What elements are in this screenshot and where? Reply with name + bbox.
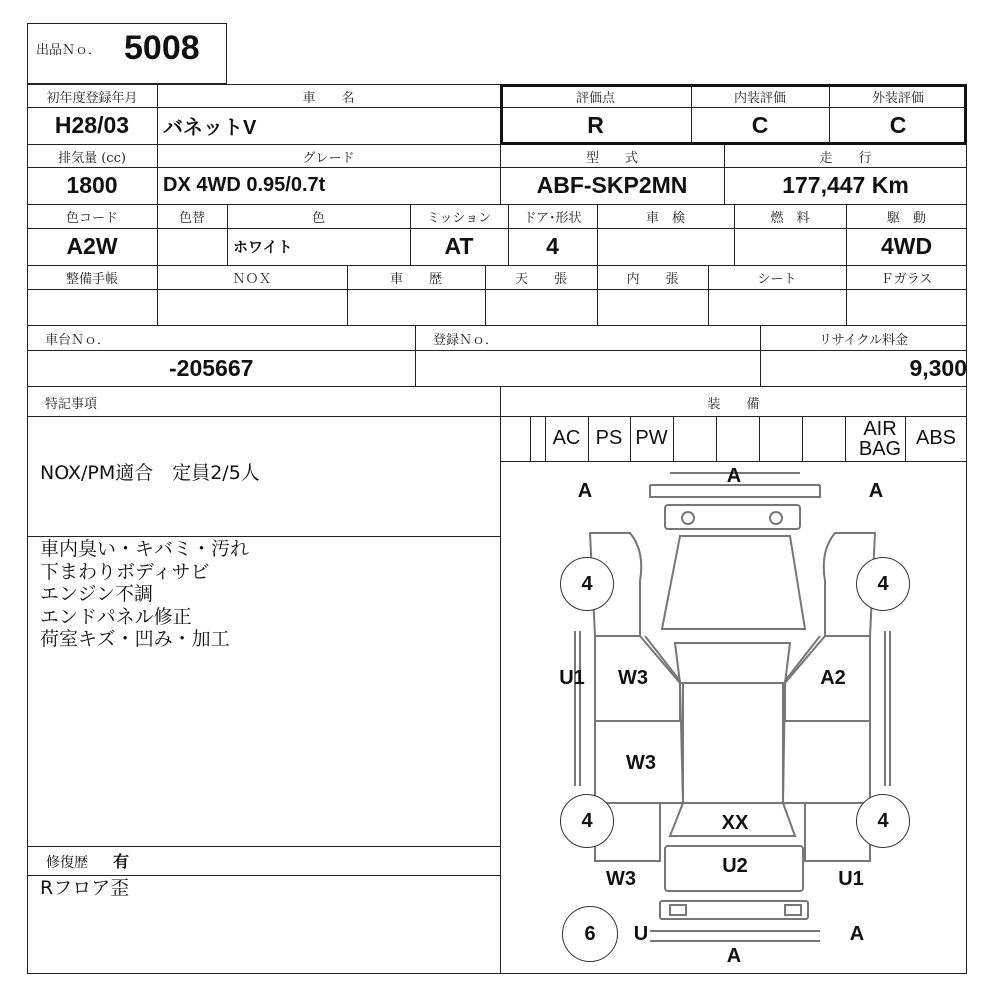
- recycle-value: 9,300: [909, 354, 967, 381]
- fault-item: エンドパネル修正: [40, 605, 192, 628]
- registration-label: 登録Ｎｏ．: [433, 332, 499, 348]
- equipment-abs: ABS: [915, 427, 957, 449]
- score-value: R: [587, 112, 604, 138]
- chassis-label: 車台Ｎｏ．: [45, 332, 111, 348]
- color-label: 色: [311, 211, 325, 226]
- repaint-label: 色替: [178, 211, 205, 226]
- interior-trim-label: 内 張: [626, 272, 679, 287]
- history-label: 車 歴: [389, 272, 442, 287]
- mark-rear-u2: U2: [722, 854, 748, 877]
- mark-front-right: A: [868, 479, 884, 502]
- interior-value: C: [751, 112, 769, 138]
- wheel-rear-left: 4: [560, 794, 614, 848]
- airbag-line2: BAG: [858, 437, 902, 460]
- car-name-label: 車 名: [302, 90, 355, 106]
- mission-value: AT: [444, 233, 474, 259]
- model-label: 型 式: [585, 150, 638, 166]
- mark-left-rear-door-w3: W3: [626, 751, 656, 774]
- wheel-spare: 6: [562, 906, 618, 962]
- car-name-value: バネットV: [163, 117, 257, 139]
- mileage-label: 走 行: [819, 150, 872, 166]
- color-code-label: 色コード: [65, 211, 118, 226]
- score-label: 評価点: [575, 90, 615, 106]
- grade-value: DX 4WD 0.95/0.7t: [163, 174, 326, 196]
- lot-number-box: [27, 23, 227, 84]
- fault-item: 荷室キズ・凹み・加工: [40, 628, 230, 650]
- mark-left-side-u1: U1: [559, 666, 585, 689]
- mark-right-door-a2: A2: [820, 666, 846, 689]
- repair-label: 修復歴: [46, 855, 88, 871]
- exterior-label: 外装評価: [871, 90, 924, 106]
- seat-label: シート: [757, 272, 797, 287]
- fuel-value: [734, 228, 846, 265]
- drive-label: 駆 動: [886, 211, 926, 226]
- color-code-value: A2W: [66, 233, 118, 259]
- door-value: 4: [546, 233, 559, 259]
- model-value: ABF-SKP2MN: [536, 172, 688, 198]
- first-reg-label: 初年度登録年月: [46, 90, 138, 106]
- maintenance-label: 整備手帳: [65, 272, 118, 287]
- equipment-airbag: [855, 416, 905, 461]
- mark-front-left: A: [577, 479, 593, 502]
- grade-label: グレード: [302, 150, 355, 166]
- lot-number-label: 出品Ｎｏ．: [36, 43, 102, 58]
- notes-label: 特記事項: [45, 396, 98, 412]
- exterior-value: C: [889, 112, 907, 138]
- repair-value: 有: [113, 852, 130, 871]
- wheel-front-left: 4: [560, 557, 614, 611]
- notes-line1: NOX/PM適合 定員2/5人: [40, 462, 260, 484]
- mark-left-door-w3: W3: [618, 666, 648, 689]
- fuel-label: 燃 料: [770, 211, 810, 226]
- mark-rear-center: A: [726, 944, 742, 967]
- mark-rear-right-a: A: [849, 922, 865, 945]
- glass-label: Ｆガラス: [880, 272, 933, 287]
- recycle-label: リサイクル料金: [818, 332, 909, 348]
- wheel-rear-right: 4: [856, 794, 910, 848]
- equipment-slot: [530, 416, 545, 461]
- wheel-front-right: 4: [856, 557, 910, 611]
- first-reg-value: H28/03: [54, 112, 130, 138]
- fault-item: エンジン不調: [40, 583, 154, 605]
- fault-item: 車内臭い・キバミ・汚れ: [40, 538, 250, 560]
- repaint-value: [157, 228, 227, 265]
- mark-front-center: A: [726, 464, 742, 487]
- car-diagram: [500, 461, 967, 974]
- lot-number-value: 5008: [124, 29, 200, 67]
- door-label: ドア･形状: [523, 211, 582, 226]
- nox-label: ＮＯＸ: [232, 272, 272, 287]
- mark-rear-left-u: U: [633, 922, 649, 945]
- displacement-label: 排気量 (cc): [58, 150, 126, 166]
- drive-value: 4WD: [880, 233, 933, 259]
- equipment-label: 装 備: [707, 396, 760, 412]
- color-value: ホワイト: [233, 239, 293, 256]
- chassis-value: -205667: [169, 354, 254, 381]
- displacement-value: 1800: [66, 172, 118, 198]
- inspection-value: [597, 228, 734, 265]
- equipment-ac: AC: [552, 427, 581, 449]
- interior-label: 内装評価: [733, 90, 786, 106]
- mark-cargo-xx: XX: [721, 811, 749, 834]
- mark-left-rear-w3: W3: [606, 867, 636, 890]
- repair-detail: Rフロア歪: [40, 877, 130, 899]
- roof-label: 天 張: [514, 272, 567, 287]
- fault-item: 下まわりボディサビ: [40, 560, 210, 583]
- mileage-value: 177,447 Km: [782, 172, 909, 198]
- inspection-label: 車 検: [645, 211, 685, 226]
- equipment-ps: PS: [595, 427, 623, 449]
- equipment-pw: PW: [635, 427, 668, 449]
- registration-value: [415, 350, 760, 386]
- airbag-line1: AIR: [863, 417, 897, 440]
- mission-label: ミッション: [426, 211, 492, 226]
- mark-right-rear-u1: U1: [838, 867, 864, 890]
